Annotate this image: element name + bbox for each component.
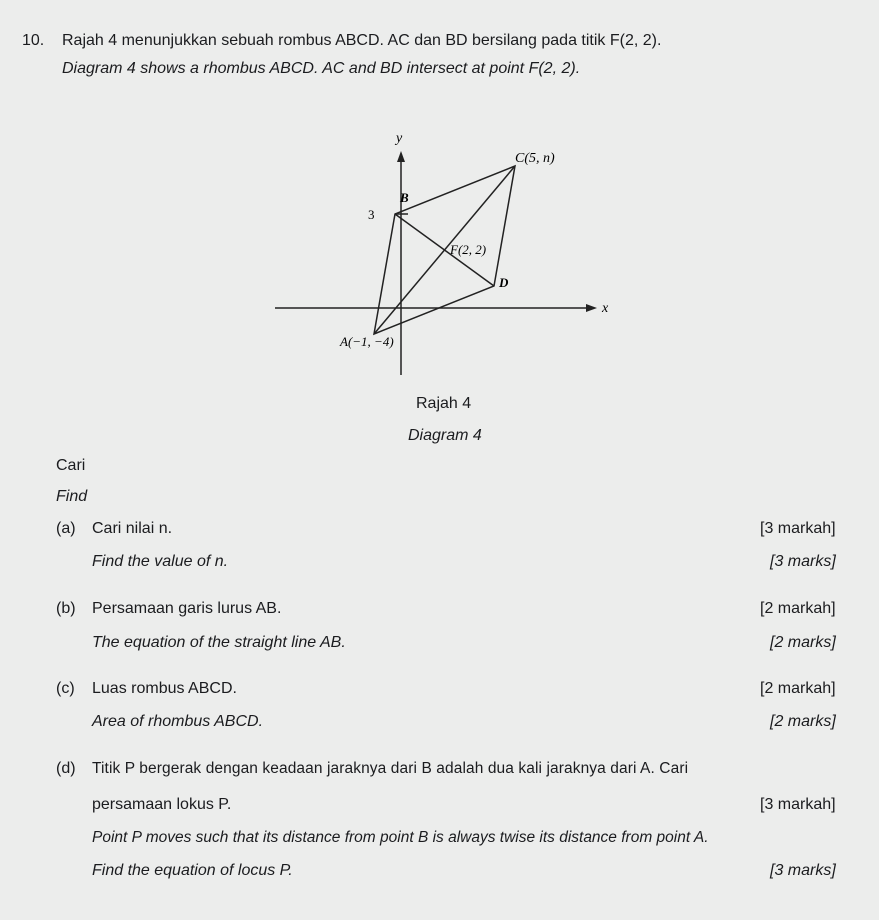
part-d-en: Point P moves such that its distance from point B is always twise its distance from point A. [92, 829, 709, 846]
part-a-label: (a) [56, 520, 76, 537]
question-text-ms: Rajah 4 menunjukkan sebuah rombus ABCD. AC dan BD bersilang pada titik F(2, 2). [62, 32, 662, 49]
part-c-label: (c) [56, 680, 75, 697]
part-a-en: Find the value of n. [92, 553, 229, 570]
part-d-ms-2: persamaan lokus P. [92, 796, 232, 813]
part-d-ms: Titik P bergerak dengan keadaan jaraknya dari B adalah dua kali jaraknya dari A. Cari [92, 760, 689, 777]
question-number: 10. [22, 32, 45, 49]
part-c-ms: Luas rombus ABCD. [92, 680, 237, 697]
part-c-ms-marks: [2 markah] [760, 680, 836, 697]
part-a-ms-marks: [3 markah] [760, 520, 836, 537]
x-axis-label: x [602, 301, 609, 316]
question-text-en: Diagram 4 shows a rhombus ABCD. AC and BD intersect at point F(2, 2). [62, 60, 581, 77]
y-axis-label: y [396, 131, 403, 146]
x-axis-arrow [586, 304, 597, 312]
y-axis-arrow [397, 151, 405, 162]
part-d-ms-marks: [3 markah] [760, 796, 836, 813]
part-a-en-marks: [3 marks] [770, 553, 836, 570]
rhombus-diagram [0, 120, 879, 510]
caption-en: Diagram 4 [408, 427, 482, 444]
part-d-en-2: Find the equation of locus P. [92, 862, 293, 879]
part-b-en-marks: [2 marks] [770, 634, 836, 651]
part-b-en: The equation of the straight line AB. [92, 634, 346, 651]
label-a: A(−1, −4) [340, 334, 394, 349]
part-b-ms: Persamaan garis lurus AB. [92, 600, 282, 617]
find-en: Find [56, 488, 88, 505]
part-b-ms-marks: [2 markah] [760, 600, 836, 617]
y-tick-3: 3 [368, 207, 375, 222]
caption-ms: Rajah 4 [416, 395, 472, 412]
label-b: B [400, 190, 409, 205]
label-f: F(2, 2) [450, 242, 487, 257]
label-c: C(5, n) [515, 151, 555, 166]
part-d-en-marks: [3 marks] [770, 862, 836, 879]
part-a-ms: Cari nilai n. [92, 520, 173, 537]
part-b-label: (b) [56, 600, 76, 617]
part-d-label: (d) [56, 760, 76, 777]
part-c-en: Area of rhombus ABCD. [92, 713, 264, 730]
label-d: D [499, 275, 509, 290]
find-ms: Cari [56, 457, 86, 474]
part-c-en-marks: [2 marks] [770, 713, 836, 730]
